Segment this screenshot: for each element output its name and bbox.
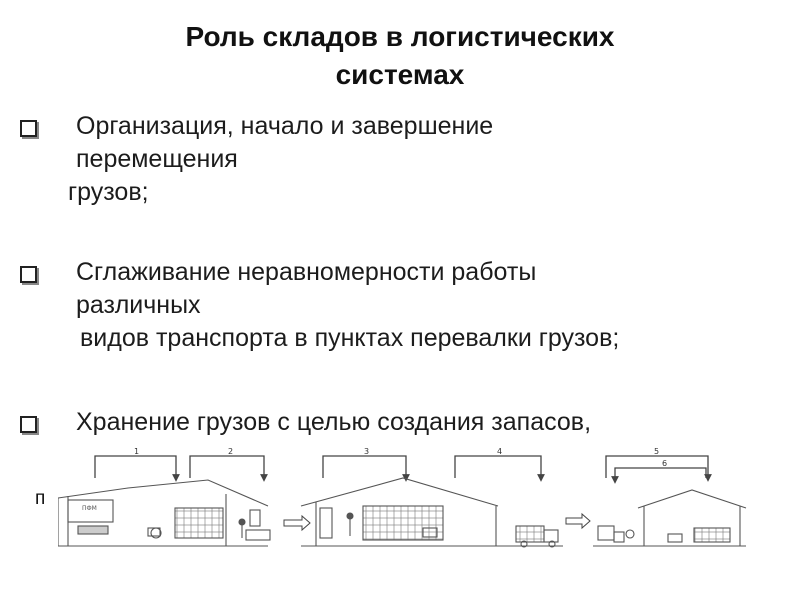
title-line-2: системах xyxy=(335,59,465,90)
arrow-label-2: 2 xyxy=(228,448,234,456)
arrow-label-5: 5 xyxy=(654,448,660,456)
arrow-label-4: 4 xyxy=(497,448,503,456)
arrow-label-1: 1 xyxy=(134,448,140,456)
bullet-1-line-2: перемещения xyxy=(76,145,238,173)
warehouse-logistics-diagram xyxy=(58,448,748,563)
stray-letter: п xyxy=(35,488,46,509)
flow-arrow-1 xyxy=(95,456,176,478)
flow-arrow-4 xyxy=(455,456,541,478)
flow-arrow-5 xyxy=(606,456,708,478)
arrow-label-6: 6 xyxy=(662,459,668,468)
bullet-2-line-3: видов транспорта в пунктах перевалки грузов; xyxy=(80,324,620,352)
flow-arrow-2 xyxy=(190,456,264,478)
warehouse-1 xyxy=(58,480,270,546)
transfer-arrow-2 xyxy=(566,514,590,528)
bullet-1-line-3: грузов; xyxy=(68,178,149,206)
bullet-2-line-1: Сглаживание неравномерности работы xyxy=(76,258,537,286)
warehouse-3 xyxy=(593,490,746,546)
warehouse-2 xyxy=(301,478,563,547)
bullet-3-line-1: Хранение грузов с целью создания запасов, xyxy=(76,408,592,436)
title-line-1: Роль складов в логистических xyxy=(185,21,615,52)
transfer-arrow-1 xyxy=(284,516,310,530)
slide-title xyxy=(0,18,800,94)
flow-arrows xyxy=(95,456,708,480)
building-label: ПФМ xyxy=(82,505,97,512)
checkbox-bullet-icon xyxy=(20,266,37,283)
checkbox-bullet-icon xyxy=(20,416,37,433)
checkbox-bullet-icon xyxy=(20,120,37,137)
flow-arrow-6 xyxy=(615,468,706,480)
bullet-2-line-2: различных xyxy=(76,291,201,319)
arrow-label-3: 3 xyxy=(364,448,370,456)
bullet-1-line-1: Организация, начало и завершение xyxy=(76,112,494,140)
flow-arrow-3 xyxy=(323,456,406,478)
